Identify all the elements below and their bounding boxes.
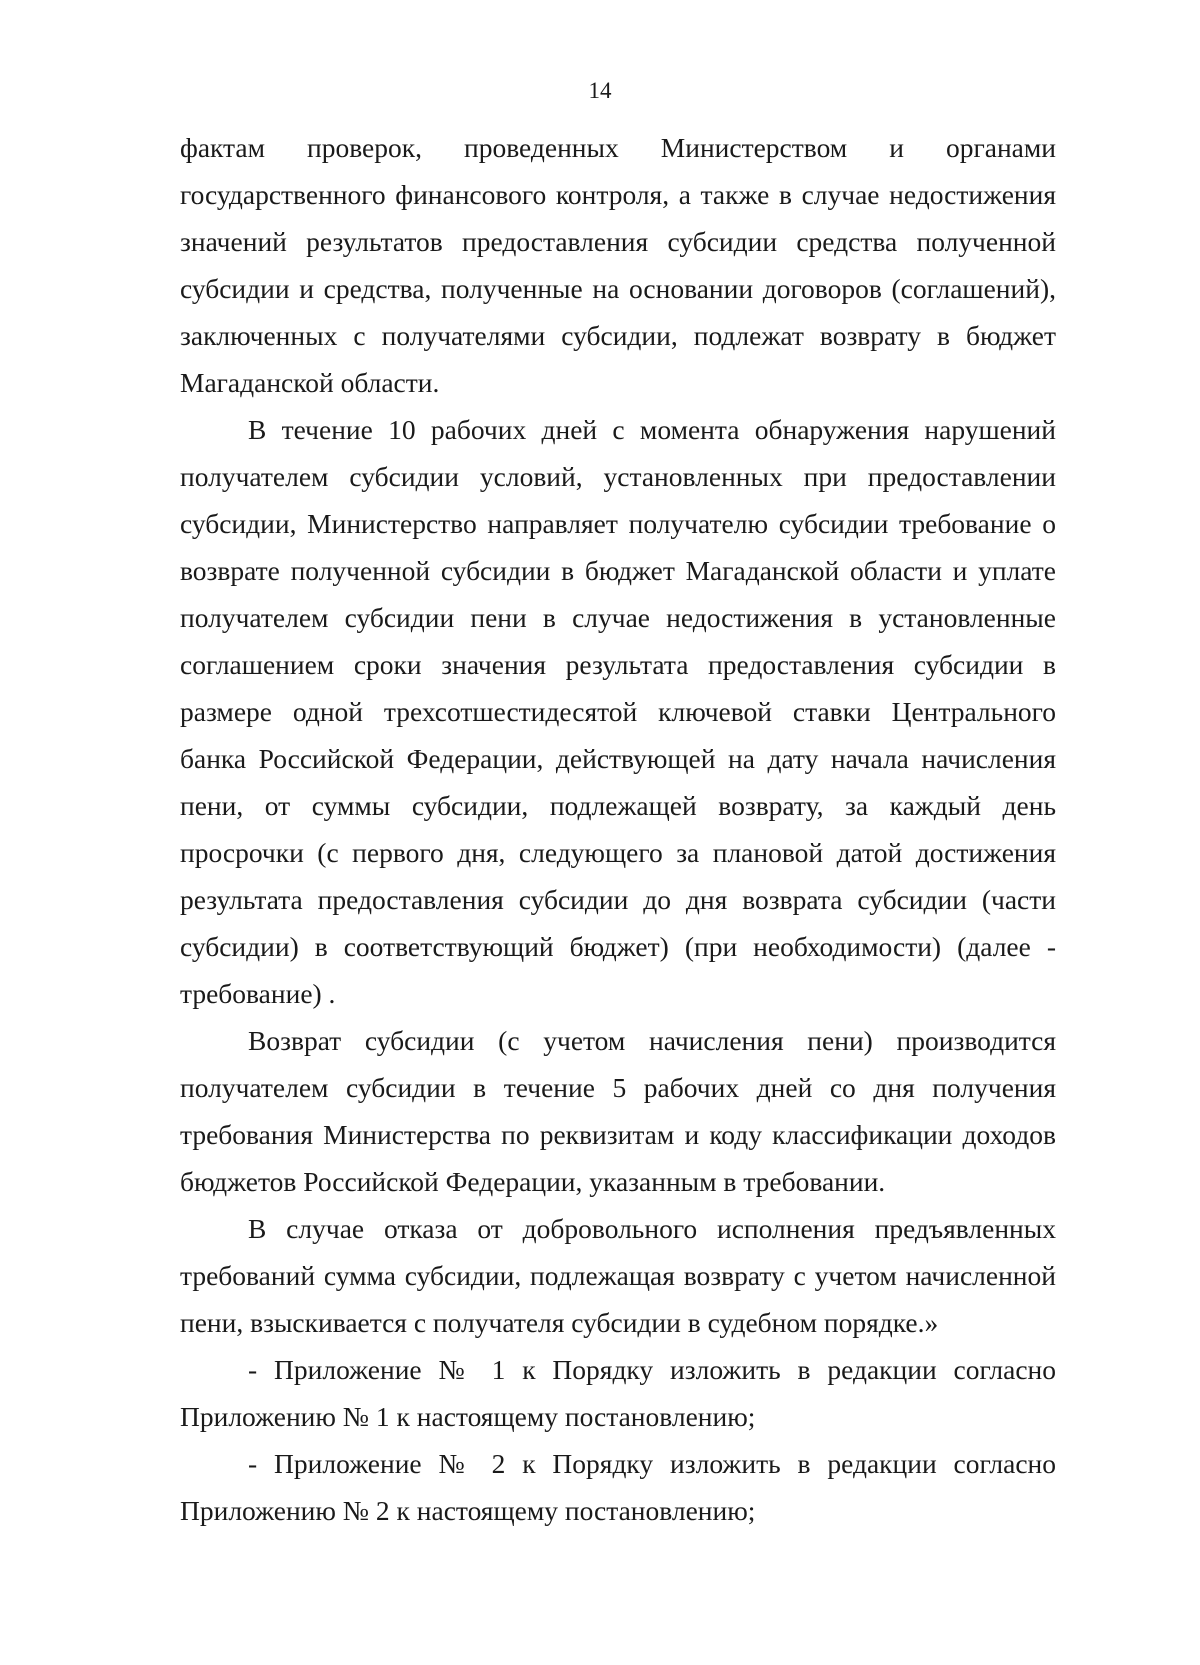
- page-number: 14: [588, 78, 612, 103]
- paragraph-4: В случае отказа от добровольного исполнения предъявленных требований сумма субсидии, подлежащая возврату с учетом начисленной пени, взыскивается с получателя субсидии в судебном порядке.»: [180, 1213, 1056, 1338]
- paragraph-6: - Приложение № 2 к Порядку изложить в редакции согласно Приложению № 2 к настоящему постановлению;: [180, 1448, 1056, 1526]
- document-body: [180, 124, 1056, 1534]
- paragraph-1: фактам проверок, проведенных Министерством и органами государственного финансового контроля, а также в случае недостижения значений результатов предоставления субсидии средства полученной субсидии и средства, полученные на основании договоров (соглашений), заключенных с получателями субсидии, подлежат возврату в бюджет Магаданской области.: [180, 132, 1056, 398]
- paragraph-5: - Приложение № 1 к Порядку изложить в редакции согласно Приложению № 1 к настоящему постановлению;: [180, 1354, 1056, 1432]
- paragraph-2: В течение 10 рабочих дней с момента обнаружения нарушений получателем субсидии условий, установленных при предоставлении субсидии, Министерство направляет получателю субсидии требование о возврате полученной субсидии в бюджет Магаданской области и уплате получателем субсидии пени в случае недостижения в установленные соглашением сроки значения результата предоставления субсидии в размере одной трехсотшестидесятой ключевой ставки Центрального банка Российской Федерации, действующей на дату начала начисления пени, от суммы субсидии, подлежащей возврату, за каждый день просрочки (с первого дня, следующего за плановой датой достижения результата предоставления субсидии до дня возврата субсидии (части субсидии) в соответствующий бюджет) (при необходимости) (далее - требование) .: [180, 414, 1056, 1009]
- paragraph-3: Возврат субсидии (с учетом начисления пени) производится получателем субсидии в течение 5 рабочих дней со дня получения требования Министерства по реквизитам и коду классификации доходов бюджетов Российской Федерации, указанным в требовании.: [180, 1025, 1056, 1197]
